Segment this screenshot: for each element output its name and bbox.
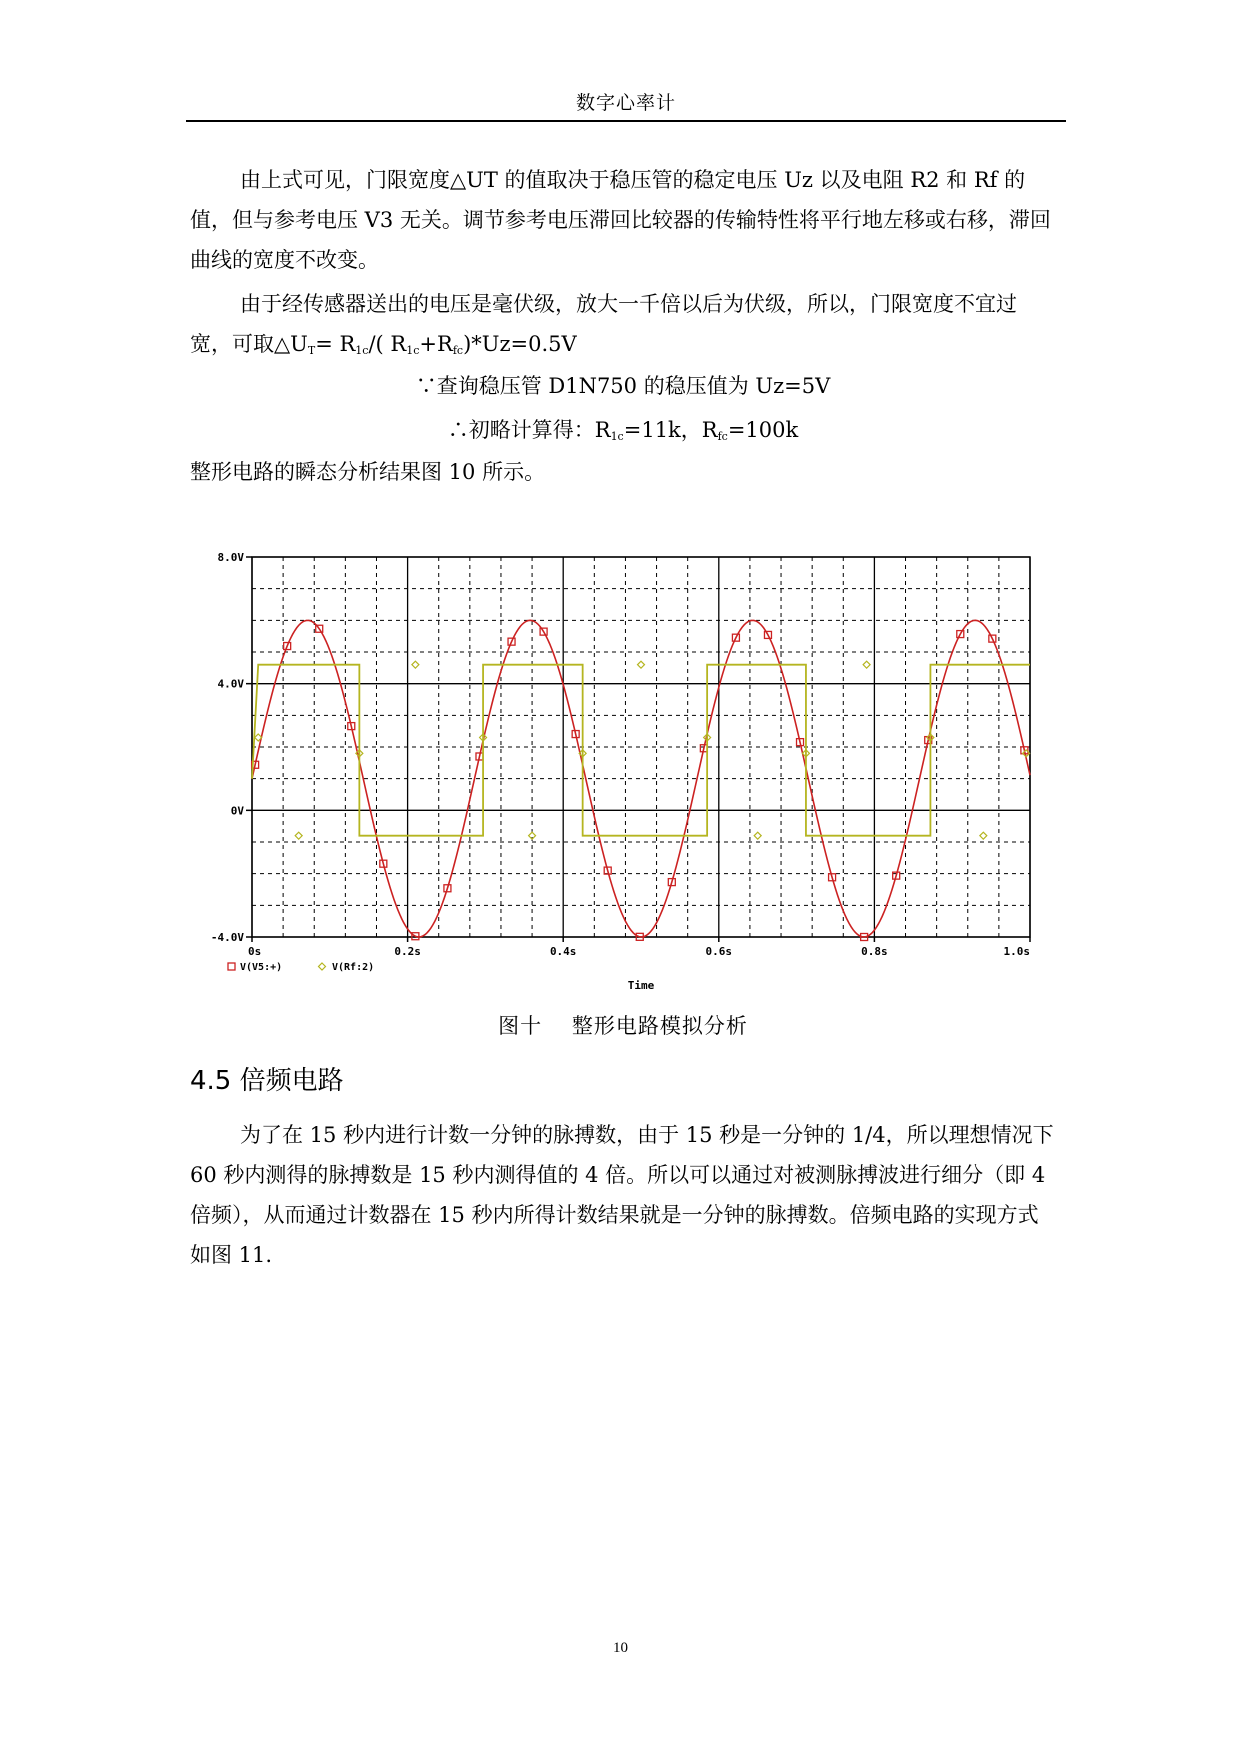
y-tick-label: -4.0V bbox=[210, 931, 244, 944]
paragraph-frequency-multiplier: 为了在 15 秒内进行计数一分钟的脉搏数，由于 15 秒是一分钟的 1/4，所以理想情况下 60 秒内测得的脉搏数是 15 秒内测得值的 4 倍。所以可以通过对被测脉搏波进行细分（即 4 倍频），从而通过计数器在 15 秒内所得计数结果就是一分钟的脉搏数。倍频电路的实现方式如图 11. bbox=[190, 1123, 1054, 1267]
text-run: =11k，R bbox=[623, 418, 718, 442]
legend-marker-rf bbox=[319, 963, 326, 970]
text-run: +R bbox=[419, 332, 453, 356]
legend-label-rf: V(Rf:2) bbox=[332, 962, 375, 973]
text-run: /( R bbox=[368, 332, 407, 356]
text-run: )*Uz=0.5V bbox=[463, 332, 577, 356]
x-tick-label: 0.8s bbox=[861, 945, 888, 958]
text-run: ∴初略计算得：R bbox=[447, 418, 611, 442]
x-tick-label: 0.6s bbox=[705, 945, 733, 958]
subscript: fc bbox=[452, 344, 464, 357]
paragraph-threshold-width: 由上式可见，门限宽度△UT 的值取决于稳压管的稳定电压 Uz 以及电阻 R2 和 Rf 的值，但与参考电压 V3 无关。调节参考电压滞回比较器的传输特性将平行地左移或右移，滞回曲线的宽度不改变。 bbox=[190, 168, 1051, 272]
body-text-bottom bbox=[190, 1115, 1056, 1275]
x-tick-label: 0.4s bbox=[549, 945, 577, 958]
x-tick-label: 0.2s bbox=[394, 945, 421, 958]
subscript: 1c bbox=[355, 344, 369, 357]
text-run: = R bbox=[315, 332, 356, 356]
header-rule bbox=[186, 120, 1066, 122]
x-tick-label: 1.0s bbox=[1003, 945, 1030, 958]
x-axis-title: Time bbox=[627, 979, 655, 992]
chart-svg bbox=[200, 545, 1040, 1000]
x-tick-label: 0s bbox=[248, 945, 262, 958]
body-text-top bbox=[190, 160, 1056, 492]
section-heading: 4.5 倍频电路 bbox=[190, 1066, 344, 1096]
text-run: 由于经传感器送出的电压是毫伏级，放大一千倍以后为伏级，所以，门限宽度不宜过宽，可取△U bbox=[190, 292, 1017, 356]
page-number: 10 bbox=[613, 1640, 628, 1656]
subscript: 1c bbox=[610, 430, 624, 443]
running-header: 数字心率计 bbox=[575, 92, 676, 114]
figure-caption: 图十 整形电路模拟分析 bbox=[498, 1014, 748, 1038]
y-tick-label: 8.0V bbox=[217, 551, 244, 564]
legend-marker-v5 bbox=[228, 963, 235, 970]
paragraph-figure-intro: 整形电路的瞬态分析结果图 10 所示。 bbox=[190, 460, 546, 484]
text-run: =100k bbox=[727, 418, 799, 442]
y-tick-label: 4.0V bbox=[217, 677, 244, 691]
because-line: ∵查询稳压管 D1N750 的稳压值为 Uz=5V bbox=[415, 374, 831, 398]
subscript: fc bbox=[717, 430, 728, 443]
subscript: T bbox=[307, 344, 316, 357]
y-tick-label: 0V bbox=[230, 804, 244, 818]
plot-frame bbox=[252, 557, 1030, 937]
paragraph-threshold-choice bbox=[190, 284, 1056, 364]
legend-label-v5: V(V5:+) bbox=[240, 962, 283, 973]
therefore-line bbox=[190, 408, 1056, 452]
subscript: 1c bbox=[406, 344, 420, 357]
transient-analysis-chart bbox=[200, 545, 1040, 1000]
